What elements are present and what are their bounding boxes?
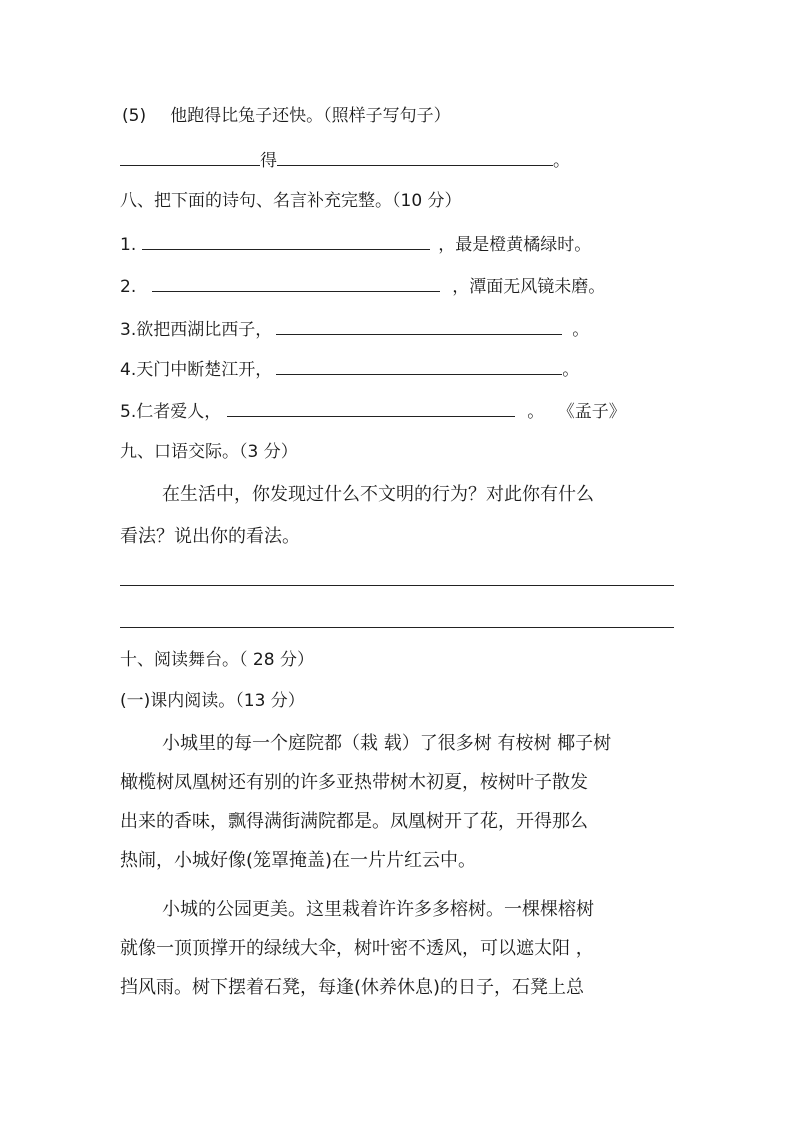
sec10-title: 十、阅读舞台。（ 28 分） <box>120 650 314 670</box>
sec8-item-5-blank[interactable] <box>227 398 515 417</box>
sec8-item-4 <box>120 356 579 380</box>
sec9-title: 九、口语交际。（3 分） <box>120 442 298 462</box>
sec9-answer-rule-2[interactable] <box>120 627 674 628</box>
sec9-prompt-line1: 在生活中，你发现过什么不文明的行为？对此你有什么 <box>162 484 594 505</box>
q5-text: 他跑得比兔子还快。（照样子写句子） <box>170 106 451 126</box>
sec10-paragraph-2 <box>120 890 680 1007</box>
sec8-item-3-blank[interactable] <box>276 316 562 335</box>
para1-line-2: 橄榄树凤凰树还有别的许多亚热带树木初夏，桉树叶子散发 <box>120 772 588 793</box>
q5-line <box>122 104 451 128</box>
sec8-title: 八、把下面的诗句、名言补充完整。（10 分） <box>120 191 462 211</box>
sec8-item-1 <box>120 231 591 255</box>
q5-label: (5) <box>122 106 147 126</box>
q5-blank-1[interactable] <box>120 147 260 166</box>
sec8-item-1-blank[interactable] <box>142 231 430 250</box>
sec8-item-5-source: 《孟子》 <box>566 402 626 422</box>
sec8-item-2-num: 2. <box>120 277 137 297</box>
para2-line-3: 挡风雨。树下摆着石凳，每逢(休养休息)的日子，石凳上总 <box>120 977 585 998</box>
q5-mid-char: 得 <box>260 151 277 171</box>
sec8-item-4-blank[interactable] <box>276 356 562 375</box>
sec8-item-4-after: 。 <box>562 360 580 380</box>
sec8-item-1-num: 1. <box>120 235 137 255</box>
para1-line-3: 出来的香味，飘得满街满院都是。凤凰树开了花，开得那么 <box>120 811 588 832</box>
sec9-answer-rule-1[interactable] <box>120 585 674 586</box>
para1-line-4: 热闹，小城好像(笼罩掩盖)在一片片红云中。 <box>120 850 477 871</box>
q5-end-char: 。 <box>553 151 570 171</box>
sec8-item-4-num: 4.天门中断楚江开， <box>120 360 273 380</box>
sec8-item-2-after: ，潭面无风镜未磨。 <box>452 277 606 297</box>
q5-answer-line <box>120 147 570 171</box>
para1-line-1: 小城里的每一个庭院都（栽 载）了很多树 有桉树 椰子树 <box>162 733 612 754</box>
sec8-item-3-after: 。 <box>572 320 590 340</box>
sec10-paragraph-1 <box>120 724 680 880</box>
sec8-item-5-num: 5.仁者爱人， <box>120 402 222 422</box>
sec8-item-1-after: ，最是橙黄橘绿时。 <box>438 235 592 255</box>
sec10-subtitle: (一)课内阅读。（13 分） <box>120 691 305 711</box>
sec8-item-5-after: 。 <box>527 402 545 422</box>
para2-line-1: 小城的公园更美。这里栽着许许多多榕树。一棵棵榕树 <box>162 899 594 920</box>
q5-blank-2[interactable] <box>277 147 553 166</box>
sec9-prompt-line2: 看法？说出你的看法。 <box>120 526 300 547</box>
sec8-item-3 <box>120 316 589 340</box>
sec8-item-3-num: 3.欲把西湖比西子， <box>120 320 273 340</box>
sec8-item-2 <box>120 273 605 297</box>
sec8-item-5 <box>120 398 626 422</box>
sec8-item-2-blank[interactable] <box>152 273 440 292</box>
para2-line-2: 就像一顶顶撑开的绿绒大伞，树叶密不透风，可以遮太阳 ， <box>120 938 594 959</box>
